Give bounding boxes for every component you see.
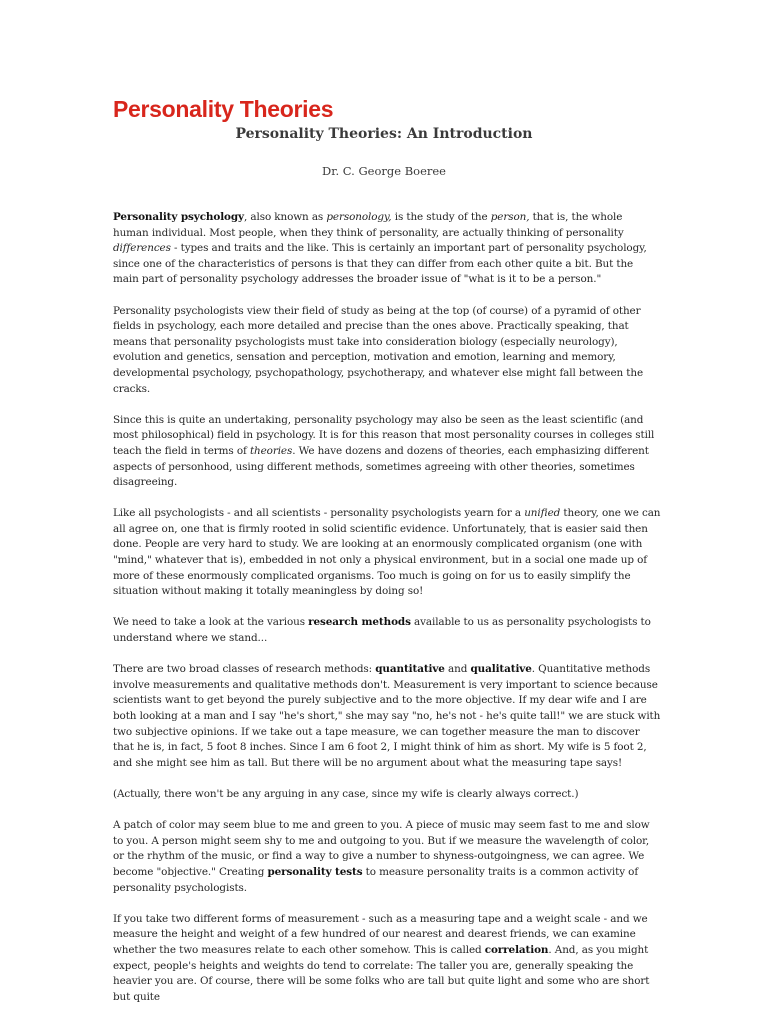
paragraph-text: - types and traits and the like. This is certainly an important part of personality psychology, since one of the characteristics of persons is that they can differ from each other quite a bit. But the main part of personality psychology addresses the broader issue of "what is it to be a person."	[113, 242, 647, 286]
paragraph-text: Personality psychologists view their field of study as being at the top (of course) of a pyramid of other fields in psychology, each more detailed and precise than the ones above. Practically speaking, that means that personality psychologists must take into consideration biology (especially neurology), evolution and genetics, sensation and perception, motivation and emotion, learning and memory, developmental psychology, psychopathology, psychotherapy, and whatever else might fall between the cracks.	[113, 304, 644, 395]
paragraph-text: There are two broad classes of research methods:	[113, 663, 376, 676]
paragraph-text: We need to take a look at the various	[113, 616, 309, 629]
body-paragraph	[113, 413, 661, 491]
body-paragraph	[113, 304, 661, 398]
paragraph-text: that is, the whole human individual. Most people, when they think of personality, are actually thinking of personality	[113, 211, 624, 239]
italic-term: unified	[524, 507, 561, 520]
body-paragraph	[113, 787, 661, 803]
bold-term: quantitative	[375, 663, 445, 676]
brand-title: Personality Theories	[113, 96, 334, 122]
paragraph-text: A patch of color may seem blue to me and green to you. A piece of music may seem fast to me and slow to you. A person might seem shy to me and outgoing to you. But if we measure the wavelength of color, or the rhythm of the music, or find a way to give a number to shyness-outgoingness, we can agree. We become "objective." Creating	[113, 819, 650, 878]
bold-term: qualitative	[470, 663, 532, 676]
body-paragraph	[113, 615, 661, 646]
author-name: Dr. C. George Boeree	[322, 164, 446, 178]
body-paragraph	[113, 506, 661, 600]
paragraph-text: is the study of the	[391, 211, 491, 223]
paragraph-text: theory, one we can all agree on, one that is firmly rooted in solid scientific evidence. Unfortunately, that is easier said then done. People are very hard to study. We are looking at an enormously complicated organism (one with "mind," whatever that is), embedded in not only a physical environment, but in a social one made up of more of these enormously complicated organisms. Too much is going on for us to easily simplify the situation without making it totally meaningless by doing so!	[113, 507, 661, 598]
paragraph-text: available to us as personality psychologists to understand where we stand...	[113, 616, 651, 645]
paragraph-text: Since this is quite an undertaking, personality psychology may also be seen as the least scientific (and most philosophical) field in psychology. It is for this reason that most personality courses in colleges still teach the field in terms of	[113, 413, 655, 457]
paragraph-text: Like all psychologists - and all scientists - personality psychologists yearn for a	[113, 507, 525, 520]
bold-term: Personality psychology	[113, 211, 244, 223]
paragraph-text: to measure personality traits is a common activity of personality psychologists.	[113, 865, 639, 894]
paragraph-text: and	[444, 663, 471, 676]
bold-term: personality tests	[267, 865, 363, 878]
body-paragraph	[113, 818, 661, 896]
paragraph-text: (Actually, there won't be any arguing in any case, since my wife is clearly always correct.)	[113, 787, 579, 800]
body-text	[113, 210, 661, 1021]
italic-term: theories	[249, 444, 293, 457]
body-paragraph	[113, 912, 661, 1006]
paragraph-text: . And, as you might expect, people's heights and weights do tend to correlate: The taller you are, generally speaking the heavier you are. Of course, there will be some folks who are tall but quite light and some who are short but quite	[113, 943, 650, 1003]
paragraph-text: , also known as	[243, 211, 327, 223]
body-paragraph	[113, 210, 661, 288]
bold-term: research methods	[308, 616, 411, 629]
paragraph-text: . Quantitative methods involve measurements and qualitative methods don't. Measurement is very important to science because scientists want to get beyond the purely subjective and to the more objective. If my dear wife and I are both looking at a man and I say "he's short," she may say "no, he's not - he's quite tall!" we are stuck with two subjective opinions. If we take out a tape measure, we can together measure the man to discover that he is, in fact, 5 foot 8 inches. Since I am 6 foot 2, I might think of him as short. My wife is 5 foot 2, and she might see him as tall. But there will be no argument about what the measuring tape says!	[113, 663, 661, 769]
paragraph-text: . We have dozens and dozens of theories, each emphasizing different aspects of personhood, using different methods, sometimes agreeing with other theories, sometimes disagreeing.	[113, 444, 649, 489]
bold-term: correlation	[484, 943, 549, 956]
italic-term: differences	[113, 242, 171, 255]
paragraph-text: If you take two different forms of measurement - such as a measuring tape and a weight scale - and we measure the height and weight of a few hundred of our nearest and dearest friends, we can examine whether the two measures relate to each other somehow. This is called	[113, 912, 648, 956]
italic-term: personology,	[326, 211, 392, 223]
body-paragraph	[113, 662, 661, 771]
italic-term: person,	[490, 211, 530, 223]
document-subtitle: Personality Theories: An Introduction	[235, 126, 533, 142]
